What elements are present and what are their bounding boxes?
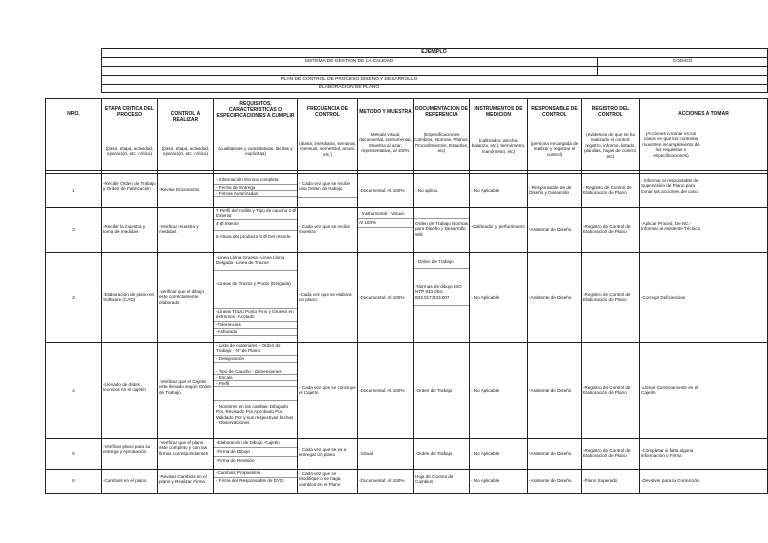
row-3-registro: -Registro de Control de Elaboración de Plano	[583, 292, 631, 303]
row-4-registro: -Registro de Control de Elaboración de Plano	[583, 385, 631, 396]
row-4-instrumentos: - No Aplicable	[471, 388, 500, 393]
row-5-etapa: -Verificar plano para su entrega y Aprobación	[103, 444, 151, 455]
row-2-registro: -Registro de Control de Elaboración de Plano	[583, 224, 631, 235]
row-5-req-2: -Firma de Dibujo	[216, 449, 250, 454]
row-2-req-2: 4 Ø Interior	[216, 221, 239, 226]
row-3-control: -verificar que el dibujo este correctamente elaborado	[159, 289, 204, 305]
plan-title: PLAN DE CONTROL DE PROCESO DISEÑO Y DESARROLLO	[280, 77, 418, 82]
row-6-registro: -Plano Superado	[583, 478, 618, 483]
row-4-control: -Verificar que el Cajetin este llenado según Orden de Trabajo	[159, 379, 212, 395]
row-2-frecuencia: - Cada vez que se recibe muestra	[299, 224, 351, 235]
row-5-acciones: -Completar si falta alguna información o Firma	[641, 448, 694, 459]
row-4-req-4: - Escala	[216, 375, 233, 380]
row-3-doc-2: -Normas de dibujo ISO NTP 833.004; 833.017;833.007	[415, 284, 462, 300]
row-6-metodo: -Documental: Al 100%	[359, 478, 405, 483]
col-frecuencia: FRECUENCIA DE CONTROL	[307, 106, 348, 118]
row-3-req-2: -Lineas de Trazos y Punto (Delgada)	[216, 281, 291, 286]
row-6-frecuencia: - Cada vez que se Modifique o se haga cambios en el Plano	[299, 471, 341, 487]
guide-acciones: (Acciones a tomar en los casos en que los controles muestren incumplimiento de los requisitos o especificaciones)	[642, 131, 700, 158]
code-label: CODIGO	[672, 59, 693, 64]
row-2-req-1: 7 Perfil del rodillo y Tipo de caucho 3 Ø Exterior	[216, 208, 296, 219]
row-3-instrumentos: - No Aplicable	[471, 295, 500, 300]
guide-registro: (evidencia de que se ha realizado el control: registro, informe, listado, planillas, hojas de control, etc)	[584, 132, 637, 159]
row-2-req-3: 5 Altura del producto 6 Ø Del resorte	[216, 234, 291, 239]
row-5-metodo: -Visual	[359, 451, 373, 456]
row-3-req-5: -Ashurado	[216, 329, 238, 334]
guide-responsable: (persona encargada de realizar y registrar el control)	[530, 141, 579, 157]
row-2-control: -Verificar muestra y medidas	[159, 224, 199, 235]
row-3-metodo: -Documental: Al 100%	[359, 295, 405, 300]
col-instrumentos: INSTRUMENTOS DE MEDICION	[474, 106, 523, 118]
row-5-frecuencia: - Cada vez que se va a entregar un plano	[299, 447, 347, 458]
row-4-req-1: - Lista de materiales - Orden de Trabajo - Nº de Plano	[216, 343, 281, 354]
example-title: EJEMPLO	[421, 49, 447, 55]
row-2-documentacion: Orden de Trabajo Normas para Diseño y Desarrollo Wilt	[415, 221, 469, 237]
row-5-responsable: -Asistente de Diseño	[529, 451, 572, 456]
row-4-req-2: - Designación	[216, 356, 245, 361]
row-1-nro: 1	[72, 188, 75, 193]
row-1-responsable: - Responsable de de Diseño y Desarrollo	[529, 185, 572, 196]
plano-subtitle: ELABORACION DE PLANO	[318, 85, 380, 90]
row-4-frecuencia: - Cada vez que se concluye el Cajetín	[299, 385, 356, 396]
row-5-instrumentos: - No Aplicable	[471, 451, 500, 456]
row-1-acciones: - Informar al responsable de Supervisión de Plano para tomar las acciones del caso.	[641, 178, 699, 194]
row-6-req-2: - Firma del Responsable de DYD	[216, 478, 284, 483]
row-1-req-3: - Firmas Autorizadas	[216, 191, 259, 196]
col-metodo: METODO Y MUESTRA	[359, 109, 412, 115]
col-etapa: ETAPA CRITICA DEL PROCESO	[105, 106, 154, 118]
system-title: SISTEMA DE GESTION DE LA CALIDAD	[304, 59, 394, 64]
row-3-acciones: -Corregir Deficiencias	[641, 295, 686, 300]
row-2-instrumentos: -Calibrador y perfurómetro	[471, 224, 525, 229]
row-3-etapa: -Elaboración de plano en Software (CAD)	[103, 292, 155, 303]
col-control: CONTROL A REALIZAR	[170, 111, 201, 123]
row-3-req-4: -Tolerancias	[216, 322, 241, 327]
row-1-instrumentos: - No Aplicable	[471, 188, 500, 193]
guide-documentacion: (Especificaciones Cambios, Normas, Planos, Procedimientos, Estudios, etc)	[414, 132, 469, 154]
col-documentacion: DOCUMENTACION DE REFERENCIA	[415, 106, 468, 118]
row-4-nro: 4	[72, 388, 75, 393]
row-5-control: -Verificar que el plano este completo y con las firmas correspondientes	[159, 440, 209, 456]
row-6-responsable: -Asistente de Diseño	[529, 478, 572, 483]
row-1-control: -Revisa Documento	[159, 187, 200, 192]
row-6-req-1: -Cambios Propuestos	[216, 470, 261, 475]
row-1-req-1: - Información técnica completa	[216, 177, 279, 182]
row-4-metodo: -Documental: Al 100%	[359, 388, 405, 393]
row-1-etapa: -Recibir Orden de Trabajo y Orden de Fabricación	[103, 181, 156, 192]
row-3-req-1: -Linea Llena Gruesa -Linea Llena Delgada -Linea de Trazos	[216, 255, 285, 266]
row-5-documentacion: -Orden de Trabajo	[415, 451, 453, 456]
guide-etapa: (paso, etapa, actividad, operación, etc. crítica)	[105, 146, 154, 157]
guide-requisitos: (cualitativas y cuantitativas, tácitas y explícitas)	[218, 146, 293, 157]
row-6-nro: 6	[72, 478, 75, 483]
row-3-req-3: -Lineas Trazo Punto Fino y Grueso en extremos -Acotado	[216, 309, 294, 320]
row-5-registro: -Registro de Control de Elaboración de Plano	[583, 448, 631, 459]
row-1-frecuencia: - Cada vez que se recibe una Orden de trabajo	[299, 181, 351, 192]
row-3-doc-1: - Orden de Trabajo	[415, 259, 454, 264]
guide-frecuencia: (diaria, interdiaria, semanal, mensual, semestral, anual, etc.)	[299, 141, 356, 157]
row-4-documentacion: -Orden de Trabajo	[415, 388, 453, 393]
row-1-metodo: -Documental: Al 100%	[359, 188, 405, 193]
row-4-etapa: -Llenado de datos tecnicos en el cajetín	[103, 382, 146, 393]
row-3-nro: 3	[72, 295, 75, 300]
row-6-acciones: -Devolver para la Corrección	[641, 478, 700, 483]
row-4-req-3: - Tipo de Caucho - Dimensiones	[216, 369, 282, 374]
col-requisitos: REQUISITOS, CARACTERISTICAS O ESPECIFICACIONES A CUMPLIR	[216, 101, 295, 119]
col-acciones: ACCIONES A TOMAR	[678, 111, 729, 117]
row-3-responsable: -Asistente de Diseño	[529, 295, 572, 300]
guide-instrumentos: (calibrador, wincha, balanza, etc), termómetro, manómetro, etc)	[471, 138, 526, 154]
row-6-etapa: -Cambios en el plano	[103, 478, 147, 483]
col-registro: REGISTRO DEL CONTROL	[591, 106, 630, 118]
row-1-req-2: - Fecha de Entrega	[216, 185, 256, 190]
row-4-responsable: -Asistente de Diseño	[529, 388, 572, 393]
row-2-metodo-1: - Instrumental - Visual.	[359, 211, 405, 216]
row-2-etapa: -Recibir la muestra y toma de medidas	[103, 224, 146, 235]
row-5-nro: 5	[72, 451, 75, 456]
row-2-nro: 2	[72, 227, 75, 232]
row-3-frecuencia: -Cada vez que se elabora un plano.	[299, 292, 352, 303]
col-responsable: RESPONSABLE DE CONTROL	[531, 106, 578, 118]
row-4-req-6: - Nombres en las casillas: Dibujado Por, Revisado Por,Aprobado Por. Validado Por y sus respectivas fechas - Observaciones	[216, 404, 294, 426]
row-4-acciones: -Llenar Correctamente en el Cajetín	[641, 385, 699, 396]
row-2-responsable: -Asistente de Diseño	[529, 227, 572, 232]
row-6-instrumentos: - No Aplicable	[471, 478, 500, 483]
row-6-control: -Revisar Cambios en el plano y Realizar Firma	[159, 474, 207, 485]
row-4-req-5: - Perfil	[216, 381, 230, 386]
row-2-acciones: -Aplicar Proced. De NC - Informar al Asistente Técnico	[641, 221, 701, 232]
row-5-req-1: -Elaboración de Dibujo -Cajetín	[216, 440, 280, 445]
col-nro: NRO.	[67, 111, 80, 117]
guide-metodo: Método visual, documental, instrumental, Muestra al azar, representativa, al 100%	[359, 132, 412, 154]
row-1-documentacion: - No aplica.	[415, 188, 439, 193]
row-1-registro: - Registro de Control de Elaboración de Plano	[583, 185, 632, 196]
row-5-req-3: -Firma de Revisión	[216, 458, 255, 463]
guide-control: (paso, etapa, actividad, operación, etc. crítica)	[161, 146, 210, 157]
row-2-metodo-2: Al 100%	[359, 220, 377, 225]
row-6-documentacion: Hoja de Control de Cambios	[415, 474, 454, 485]
